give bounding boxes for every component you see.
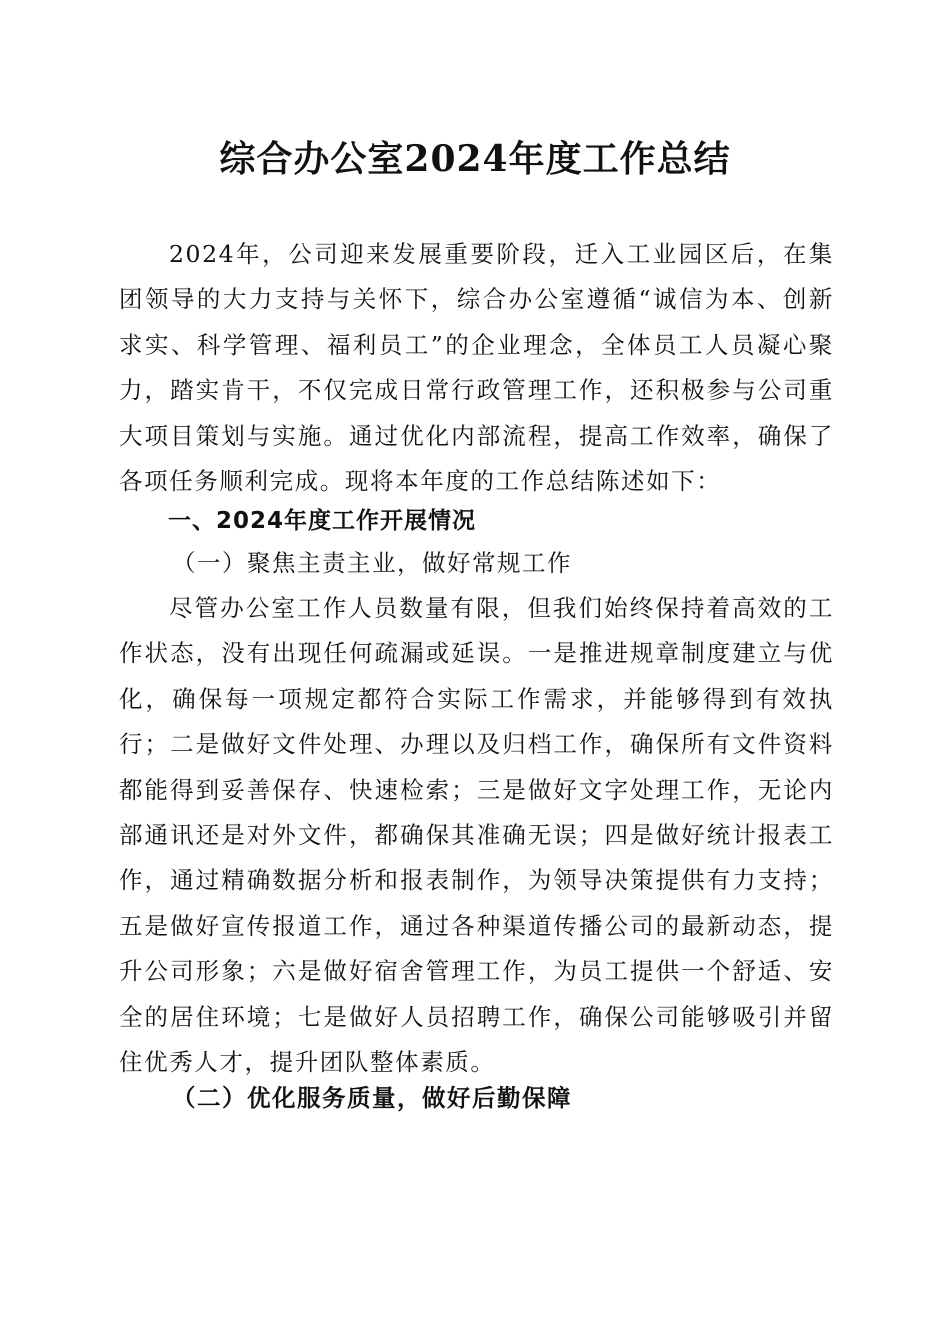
document-title: 综合办公室2024年度工作总结 — [219, 138, 731, 180]
subsection-1-paragraph: 尽管办公室工作人员数量有限，但我们始终保持着高效的工作状态，没有出现任何疏漏或延误。一是推进规章制度建立与优化，确保每一项规定都符合实际工作需求，并能够得到有效执行；二是做好文件处理、办理以及归档工作，确保所有文件资料都能得到妥善保存、快速检索；三是做好文字处理工作，无论内部通讯还是对外文件，都确保其准确无误；四是做好统计报表工作，通过精确数据分析和报表制作，为领导决策提供有力支持；五是做好宣传报道工作，通过各种渠道传播公司的最新动态，提升公司形象；六是做好宿舍管理工作，为员工提供一个舒适、安全的居住环境；七是做好人员招聘工作，确保公司能够吸引并留住优秀人才，提升团队整体素质。 — [119, 594, 834, 1077]
subsection-heading-1: （一）聚焦主责主业，做好常规工作 — [172, 549, 572, 577]
subsection-heading-2: （二）优化服务质量，做好后勤保障 — [172, 1084, 572, 1112]
section-heading-1: 一、2024年度工作开展情况 — [168, 508, 477, 534]
intro-paragraph: 2024年，公司迎来发展重要阶段，迁入工业园区后，在集团领导的大力支持与关怀下，综合办公室遵循“诚信为本、创新求实、科学管理、福利员工”的企业理念，全体员工人员凝心聚力，踏实肯干，不仅完成日常行政管理工作，还积极参与公司重大项目策划与实施。通过优化内部流程，提高工作效率，确保了各项任务顺利完成。现将本年度的工作总结陈述如下： — [119, 240, 834, 496]
